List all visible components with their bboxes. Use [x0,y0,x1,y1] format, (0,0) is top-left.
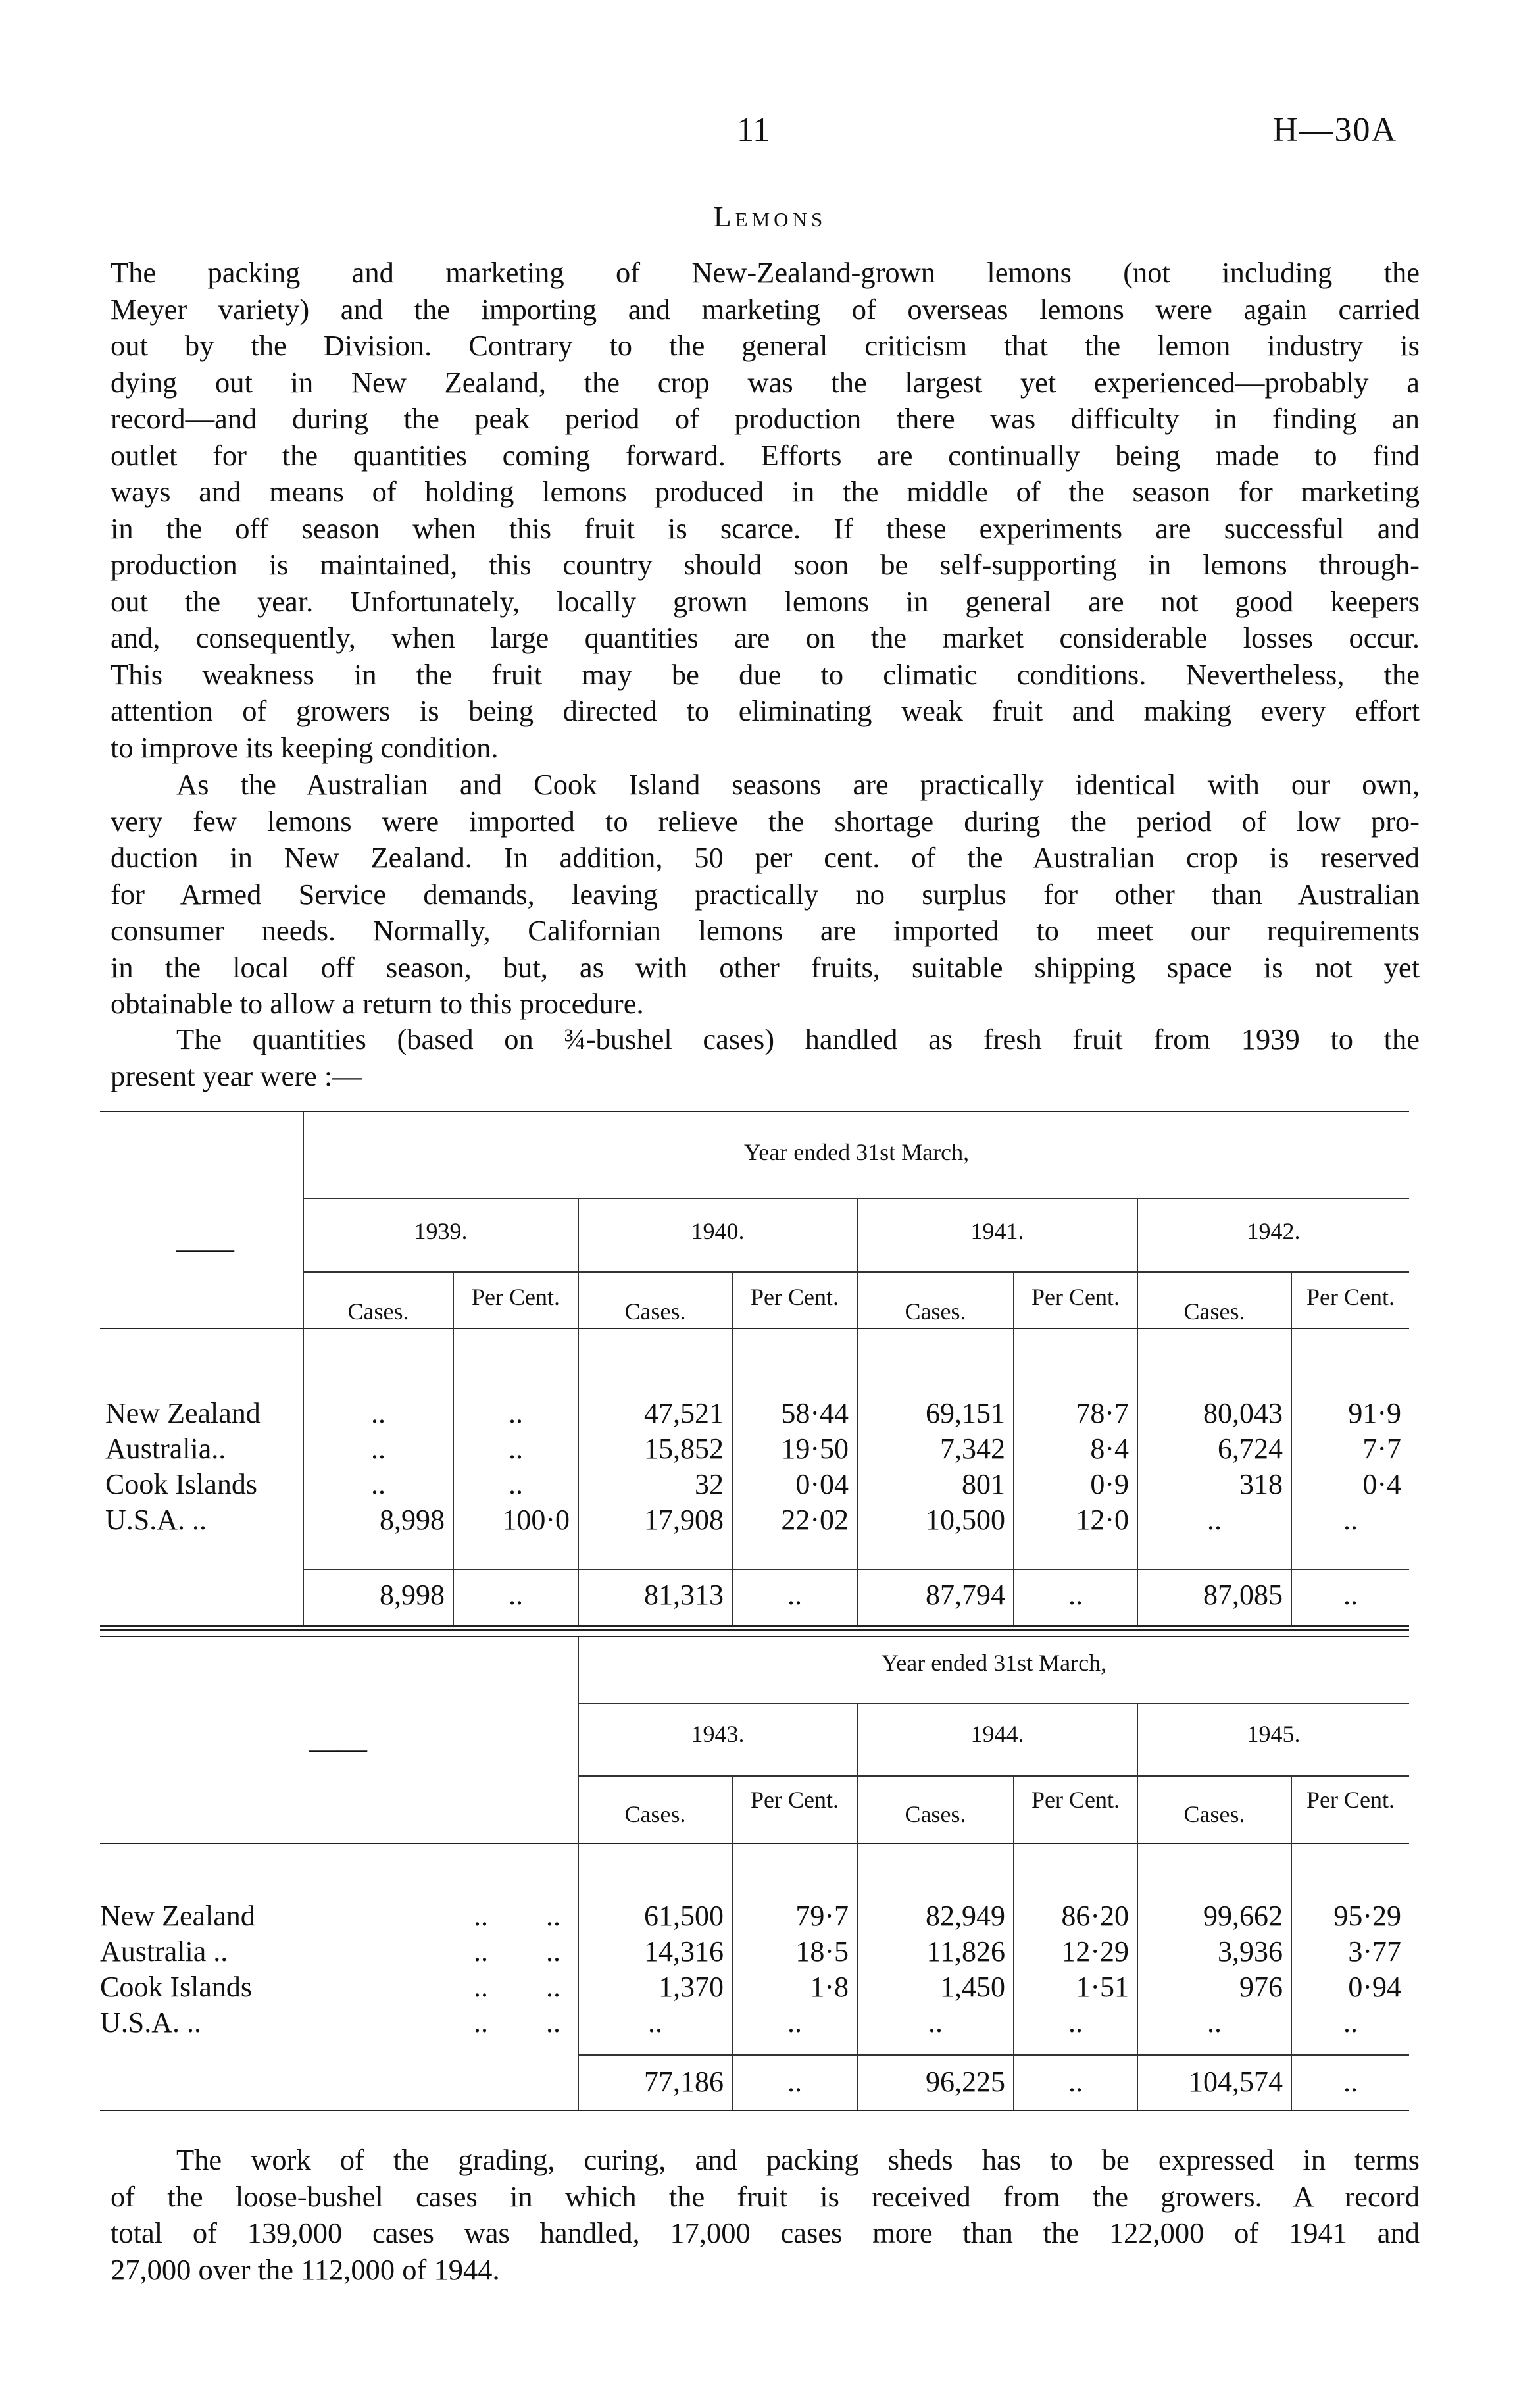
row-label: New Zealand [100,1900,255,1932]
total-cell: 81,313 [644,1579,724,1611]
row-label: Australia .. [100,1935,228,1968]
per-cent-header: Per Cent. [1306,1787,1395,1813]
paragraph-quantities-intro [111,1021,1420,1094]
table-cell: 0·9 [1090,1468,1129,1500]
total-cell: .. [1343,2066,1358,2098]
table-cell: .. [371,1433,385,1465]
table-cell: .. [1207,2006,1222,2039]
total-cell: .. [787,1579,802,1611]
text-line: This weakness in the fruit may be due to climatic conditions. Nevertheless, the [111,657,1420,691]
text-line: attention of growers is being directed to eliminating weak fruit and making every effort [111,694,1420,727]
table-cell: 100·0 [502,1504,570,1536]
per-cent-header: Per Cent. [472,1284,560,1310]
table-cell: .. [1343,2006,1358,2039]
leader-dots: .. .. [474,1971,560,2003]
leader-dots: .. .. [474,1900,560,1932]
table-cell: 7,342 [940,1433,1005,1465]
table-cell: 801 [962,1468,1005,1500]
table-cell: 1·51 [1076,1971,1129,2003]
year-header-rule [579,1775,1409,1777]
cases-header: Cases. [905,1801,966,1827]
text-line: in the local off season, but, as with other fruits, suitable shipping space is not yet [111,950,1420,984]
table-cell: .. [509,1397,523,1429]
table-cell: 0·94 [1348,1971,1401,2003]
table-cell: 976 [1239,1971,1283,2003]
section-title: Lemons [713,201,827,233]
cases-header: Cases. [1183,1298,1245,1325]
total-cell: 104,574 [1189,2066,1283,2098]
table-cell: .. [509,1433,523,1465]
page-number: 11 [737,111,770,149]
table-cell: 58·44 [781,1397,849,1429]
text-line: consumer needs. Normally, Californian lemons are imported to meet our requirements [111,914,1420,947]
cases-header: Cases. [347,1298,409,1325]
group-header-rule [579,1703,1409,1704]
table-cell: 32 [695,1468,724,1500]
table-header-rule [100,1843,1409,1844]
paragraph-imports [111,767,1420,1023]
total-cell: .. [509,1579,523,1611]
text-line: very few lemons were imported to relieve the shortage during the period of low pro- [111,804,1420,838]
stub-header: —— [176,1233,234,1265]
year-header: 1944. [970,1721,1024,1747]
per-cent-header: Per Cent. [1031,1284,1120,1310]
total-cell: 87,794 [926,1579,1005,1611]
table-cell: 99,662 [1203,1900,1283,1932]
text-line: out the year. Unfortunately, locally grown lemons in general are not good keepers [111,584,1420,618]
row-label: Cook Islands [100,1971,252,2003]
table-bottom-rule [100,1625,1409,1627]
table-cell: 91·9 [1348,1397,1401,1429]
cases-header: Cases. [905,1298,966,1325]
text-line: 27,000 over the 112,000 of 1944. [111,2252,500,2286]
stub-header: —— [309,1733,367,1765]
paragraph-lemons-packing [111,255,1420,766]
table-cell: 1·8 [810,1971,849,2003]
text-line: obtainable to allow a return to this procedure. [111,987,644,1020]
cases-header: Cases. [624,1801,686,1827]
per-cent-header: Per Cent. [751,1284,839,1310]
table-top-rule [100,1111,1409,1112]
table-cell: 11,826 [926,1935,1005,1968]
table-cell: 78·7 [1076,1397,1129,1429]
text-line: ways and means of holding lemons produced in the middle of the season for marketing [111,475,1420,508]
stub-divider [303,1112,304,1625]
text-line: total of 139,000 cases was handled, 17,000 cases more than the 122,000 of 1941 and [111,2216,1420,2249]
table-cell: .. [648,2006,662,2039]
table-cell: 86·20 [1061,1900,1129,1932]
text-line: in the off season when this fruit is scarce. If these experiments are successful and [111,511,1420,545]
text-line: production is maintained, this country should soon be self-supporting in lemons through- [111,548,1420,581]
table-cell: 22·02 [781,1504,849,1536]
text-line: The work of the grading, curing, and packing sheds has to be expressed in terms [176,2143,1420,2176]
table-cell: .. [371,1397,385,1429]
row-label: U.S.A. .. [100,2006,202,2039]
total-rule [579,2054,1409,2056]
text-line: As the Australian and Cook Island seasons are practically identical with our own, [176,768,1420,801]
table-cell: 7·7 [1362,1433,1401,1465]
table-cell: 14,316 [644,1935,724,1968]
table-cell: 19·50 [781,1433,849,1465]
text-line: record—and during the peak period of production there was difficulty in finding an [111,402,1420,435]
total-cell: .. [1343,1579,1358,1611]
table-cell: 79·7 [795,1900,849,1932]
table-cell: .. [371,1468,385,1500]
table-cell: 318 [1239,1468,1283,1500]
table-cell: 69,151 [926,1397,1005,1429]
table-cell: .. [787,2006,802,2039]
table-cell: 10,500 [926,1504,1005,1536]
leader-dots: .. .. [474,2006,560,2039]
table-cell: .. [1207,1504,1222,1536]
text-line: outlet for the quantities coming forward. Efforts are continually being made to find [111,438,1420,472]
table-cell: 80,043 [1203,1397,1283,1429]
total-cell: 77,186 [644,2066,724,2098]
table-cell: 95·29 [1333,1900,1401,1932]
year-header: 1939. [414,1218,468,1244]
table-cell: 0·04 [795,1468,849,1500]
total-cell: .. [787,2066,802,2098]
table-top-rule [100,1636,1409,1637]
table-cell: 17,908 [644,1504,724,1536]
text-line: dying out in New Zealand, the crop was the largest yet experienced—probably a [111,365,1420,399]
table-cell: .. [1068,2006,1083,2039]
table-cell: 12·0 [1076,1504,1129,1536]
text-line: The quantities (based on ¾-bushel cases) handled as fresh fruit from 1939 to the [176,1023,1420,1055]
table-header-rule [100,1328,1409,1329]
table-cell: 12·29 [1061,1935,1129,1968]
row-label: U.S.A. .. [105,1504,207,1536]
text-line: to improve its keeping condition. [111,730,499,764]
table-cell: 82,949 [926,1900,1005,1932]
table-cell: 1,370 [658,1971,724,2003]
text-line: Meyer variety) and the importing and marketing of overseas lemons were again carried [111,292,1420,326]
row-label: New Zealand [105,1397,261,1429]
table-cell: 0·4 [1362,1468,1401,1500]
table-cell: 8,998 [380,1504,445,1536]
text-line: and, consequently, when large quantities are on the market considerable losses occur. [111,621,1420,654]
text-line: duction in New Zealand. In addition, 50 per cent. of the Australian crop is reserved [111,841,1420,874]
year-header: 1942. [1247,1218,1301,1244]
total-cell: .. [1068,1579,1083,1611]
year-header: 1940. [691,1218,745,1244]
text-line: of the loose-bushel cases in which the fruit is received from the growers. A record [111,2179,1420,2213]
table-bottom-rule [100,2110,1409,2111]
year-header: 1941. [970,1218,1024,1244]
table-cell: 8·4 [1090,1433,1129,1465]
table-cell: 47,521 [644,1397,724,1429]
per-cent-header: Per Cent. [751,1787,839,1813]
total-cell: 8,998 [380,1579,445,1611]
row-label: Cook Islands [105,1468,257,1500]
total-cell: 87,085 [1203,1579,1283,1611]
text-line: The packing and marketing of New-Zealand-grown lemons (not including the [111,256,1420,289]
table-cell: .. [928,2006,943,2039]
row-label: Australia.. [105,1433,226,1465]
year-header: 1943. [691,1721,745,1747]
table-bottom-rule-2 [100,1629,1409,1631]
per-cent-header: Per Cent. [1031,1787,1120,1813]
table-cell: 18·5 [795,1935,849,1968]
table-cell: .. [1343,1504,1358,1536]
cases-header: Cases. [624,1298,686,1325]
table-cell: 3·77 [1348,1935,1401,1968]
total-cell: 96,225 [926,2066,1005,2098]
group-header: Year ended 31st March, [743,1139,970,1165]
table-cell: 61,500 [644,1900,724,1932]
paragraph-grading-sheds [111,2142,1420,2288]
table-cell: 3,936 [1218,1935,1283,1968]
document-reference: H—30A [1273,111,1398,149]
table-cell: 6,724 [1218,1433,1283,1465]
per-cent-header: Per Cent. [1306,1284,1395,1310]
text-line: for Armed Service demands, leaving practically no surplus for other than Australian [111,877,1420,911]
leader-dots: .. .. [474,1935,560,1968]
table-cell: .. [509,1468,523,1500]
cases-header: Cases. [1183,1801,1245,1827]
total-cell: .. [1068,2066,1083,2098]
text-line: present year were :— [111,1059,362,1092]
group-header: Year ended 31st March, [881,1650,1107,1676]
text-line: out by the Division. Contrary to the general criticism that the lemon industry is [111,329,1420,362]
year-header: 1945. [1247,1721,1301,1747]
table-cell: 1,450 [940,1971,1005,2003]
table-cell: 15,852 [644,1433,724,1465]
